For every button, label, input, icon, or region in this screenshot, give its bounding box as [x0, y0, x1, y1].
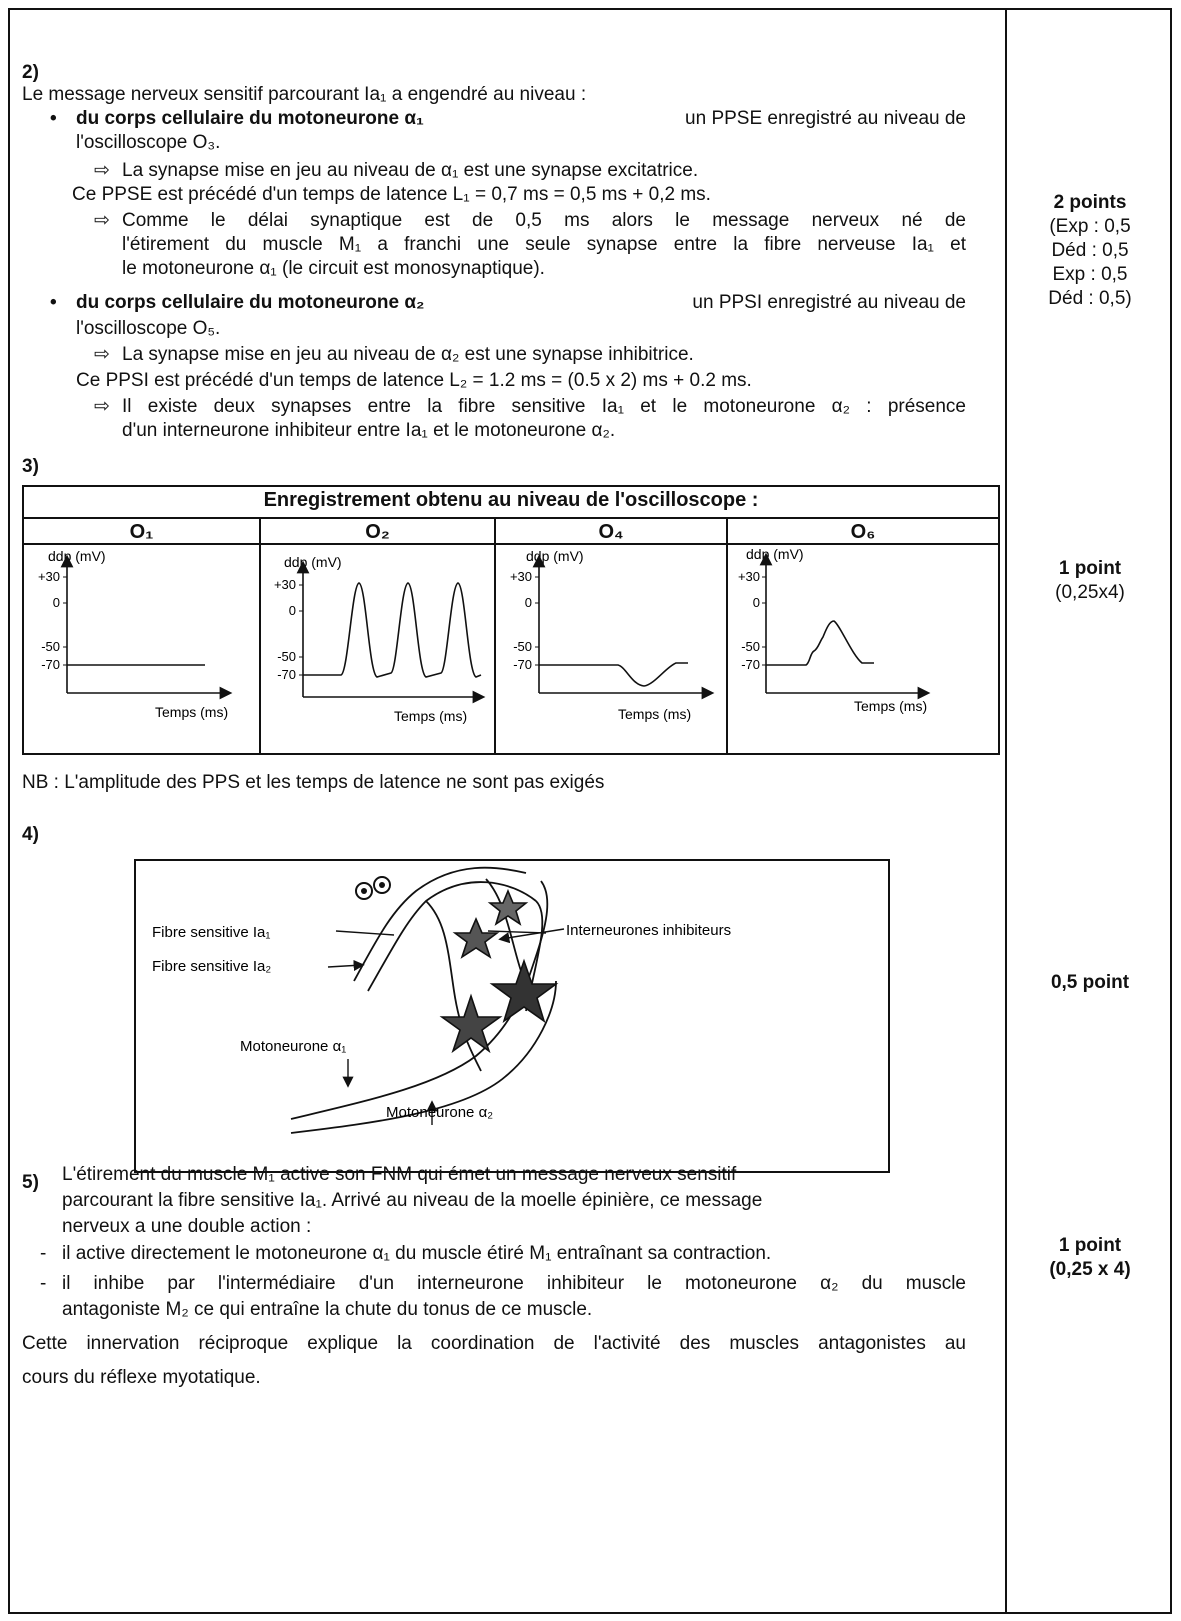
s5-dash2-line1: il inhibe par l'intermédiaire d'un interneurone inhibiteur le motoneurone α₂ du muscle — [62, 1273, 966, 1294]
receptor-bulb-icon — [379, 882, 385, 888]
bullet-1-title: du corps cellulaire du motoneurone α₁ — [76, 108, 424, 129]
interneurone-star-icon — [455, 919, 497, 957]
trace-o2-action-potentials — [303, 583, 481, 677]
arrow-icon: ⇨ — [94, 344, 110, 365]
points-2-detail-4: Déd : 0,5) — [1048, 288, 1132, 309]
tick-label: -70 — [513, 657, 532, 672]
tick-label: -70 — [741, 657, 760, 672]
table-title: Enregistrement obtenu au niveau de l'oscilloscope : — [263, 489, 759, 511]
arrow-icon: ⇨ — [94, 160, 110, 181]
section-2-intro: Le message nerveux sensitif parcourant Ia₁ a engendré au niveau : — [22, 84, 587, 105]
tick-label: 0 — [524, 595, 532, 610]
x-axis-label: Temps (ms) — [854, 698, 928, 714]
receptor-bulb-icon — [361, 888, 367, 894]
b1-arrow2-line1: Comme le délai synaptique est de 0,5 ms alors le message nerveux né de — [122, 210, 966, 231]
tick-label: 0 — [752, 595, 760, 610]
bullet-2-line — [76, 292, 966, 314]
label-fibre-ia1: Fibre sensitive Ia₁ — [152, 924, 271, 941]
bullet-1-rest: un PPSE enregistré au niveau de — [685, 108, 966, 129]
b2-latency-text: Ce PPSI est précédé d'un temps de latence L₂ = 1.2 ms = (0.5 x 2) ms + 0.2 ms. — [76, 370, 752, 391]
s5-line2: parcourant la fibre sensitive Ia₁. Arrivé au niveau de la moelle épinière, ce message — [62, 1190, 763, 1211]
s5-conclusion-line1: Cette innervation réciproque explique la coordination de l'activité des muscles antagonistes au — [22, 1333, 966, 1354]
tick-label: -50 — [277, 649, 296, 664]
column-header-o1: O₁ — [129, 521, 154, 543]
table-rule — [24, 517, 998, 519]
points-2-detail-3: Exp : 0,5 — [1052, 264, 1128, 285]
b1-arrow1-text: La synapse mise en jeu au niveau de α₁ est une synapse excitatrice. — [122, 160, 699, 181]
points-3-title: 1 point — [1058, 558, 1122, 579]
y-axis-label: ddp (mV) — [746, 546, 804, 562]
bullet-2-rest: un PPSI enregistré au niveau de — [692, 292, 966, 313]
tick-label: -50 — [741, 639, 760, 654]
pointer-line — [336, 931, 394, 935]
points-2-detail-1: (Exp : 0,5 — [1049, 216, 1131, 237]
points-4: 0,5 point — [1050, 972, 1130, 993]
b2-arrow1-text: La synapse mise en jeu au niveau de α₂ est une synapse inhibitrice. — [122, 344, 694, 365]
points-5-title: 1 point — [1058, 1235, 1122, 1256]
y-axis-label: ddp (mV) — [284, 554, 342, 570]
neural-circuit-diagram — [134, 859, 890, 1173]
arrow-icon: ⇨ — [94, 396, 110, 417]
x-axis-label: Temps (ms) — [618, 706, 692, 722]
label-fibre-ia2: Fibre sensitive Ia₂ — [152, 958, 272, 975]
tick-label: -50 — [41, 639, 60, 654]
tick-label: 0 — [288, 603, 296, 618]
y-axis-label: ddp (mV) — [48, 548, 106, 564]
tick-label: 0 — [52, 595, 60, 610]
b2-arrow2-line1: Il existe deux synapses entre la fibre sensitive Ia₁ et le motoneurone α₂ : présence — [122, 396, 966, 417]
bullet-1-line2: l'oscilloscope O₃. — [76, 132, 221, 153]
points-column-separator — [1005, 8, 1007, 1614]
points-3-detail: (0,25x4) — [1055, 582, 1125, 603]
bullet-2-title: du corps cellulaire du motoneurone α₂ — [76, 292, 425, 313]
s5-dash2-line2: antagoniste M₂ ce qui entraîne la chute du tonus de ce muscle. — [62, 1299, 593, 1320]
bullet-2-line2: l'oscilloscope O₅. — [76, 318, 221, 339]
section-4-number: 4) — [22, 824, 39, 845]
dash-marker: - — [40, 1273, 47, 1294]
label-motoneurone-a2: Motoneurone α₂ — [386, 1104, 494, 1121]
bullet-1-line — [76, 108, 966, 130]
s5-dash1: il active directement le motoneurone α₁ du muscle étiré M₁ entraînant sa contraction. — [62, 1243, 772, 1264]
b1-arrow2-line3: le motoneurone α₁ (le circuit est monosynaptique). — [122, 258, 545, 279]
bullet-1-marker: • — [50, 108, 57, 129]
label-motoneurone-a1: Motoneurone α₁ — [240, 1038, 347, 1055]
graph-o2 — [261, 545, 493, 753]
motoneurone-star-icon — [492, 961, 556, 1021]
points-5-detail: (0,25 x 4) — [1049, 1259, 1131, 1280]
tick-label: +30 — [37, 569, 60, 584]
graph-o4 — [496, 545, 725, 753]
tick-label: -50 — [513, 639, 532, 654]
column-header-o4: O₄ — [598, 521, 624, 543]
y-axis-label: ddp (mV) — [526, 548, 584, 564]
s5-line1: L'étirement du muscle M₁ active son FNM qui émet un message nerveux sensitif — [62, 1164, 737, 1185]
graph-o6 — [728, 545, 998, 753]
column-header-o6: O₆ — [850, 521, 876, 543]
dash-marker: - — [40, 1243, 47, 1264]
points-2-detail-2: Déd : 0,5 — [1051, 240, 1129, 261]
section-5-number: 5) — [22, 1172, 39, 1193]
interneurone-star-icon — [490, 891, 526, 924]
section-3-number: 3) — [22, 456, 39, 477]
column-header-o2: O₂ — [365, 521, 390, 543]
section-2-number: 2) — [22, 62, 39, 83]
b2-arrow2-line2: d'un interneurone inhibiteur entre Ia₁ et le motoneurone α₂. — [122, 420, 616, 441]
fibre-branch-path — [486, 879, 521, 971]
graph-o1 — [24, 545, 258, 753]
oscilloscope-table — [22, 485, 1000, 755]
bullet-2-marker: • — [50, 292, 57, 313]
nb-note: NB : L'amplitude des PPS et les temps de latence ne sont pas exigés — [22, 772, 605, 793]
trace-o6-ppse — [766, 621, 874, 665]
trace-o4-ppsi — [539, 663, 688, 686]
arrow-icon: ⇨ — [94, 210, 110, 231]
tick-label: -70 — [277, 667, 296, 682]
x-axis-label: Temps (ms) — [155, 704, 229, 720]
tick-label: +30 — [273, 577, 296, 592]
x-axis-label: Temps (ms) — [394, 708, 468, 724]
label-interneurones: Interneurones inhibiteurs — [566, 922, 732, 939]
circuit-drawing — [136, 861, 888, 1171]
tick-label: -70 — [41, 657, 60, 672]
tick-label: +30 — [509, 569, 532, 584]
pointer-arrow — [328, 965, 362, 967]
tick-label: +30 — [737, 569, 760, 584]
s5-conclusion-line2: cours du réflexe myotatique. — [22, 1367, 261, 1388]
points-2-title: 2 points — [1053, 192, 1127, 213]
b1-arrow2-line2: l'étirement du muscle M₁ a franchi une seule synapse entre la fibre nerveuse Ia₁ et — [122, 234, 966, 255]
b1-latency-text: Ce PPSE est précédé d'un temps de latence L₁ = 0,7 ms = 0,5 ms + 0,2 ms. — [72, 184, 711, 205]
s5-line3: nerveux a une double action : — [62, 1216, 312, 1237]
